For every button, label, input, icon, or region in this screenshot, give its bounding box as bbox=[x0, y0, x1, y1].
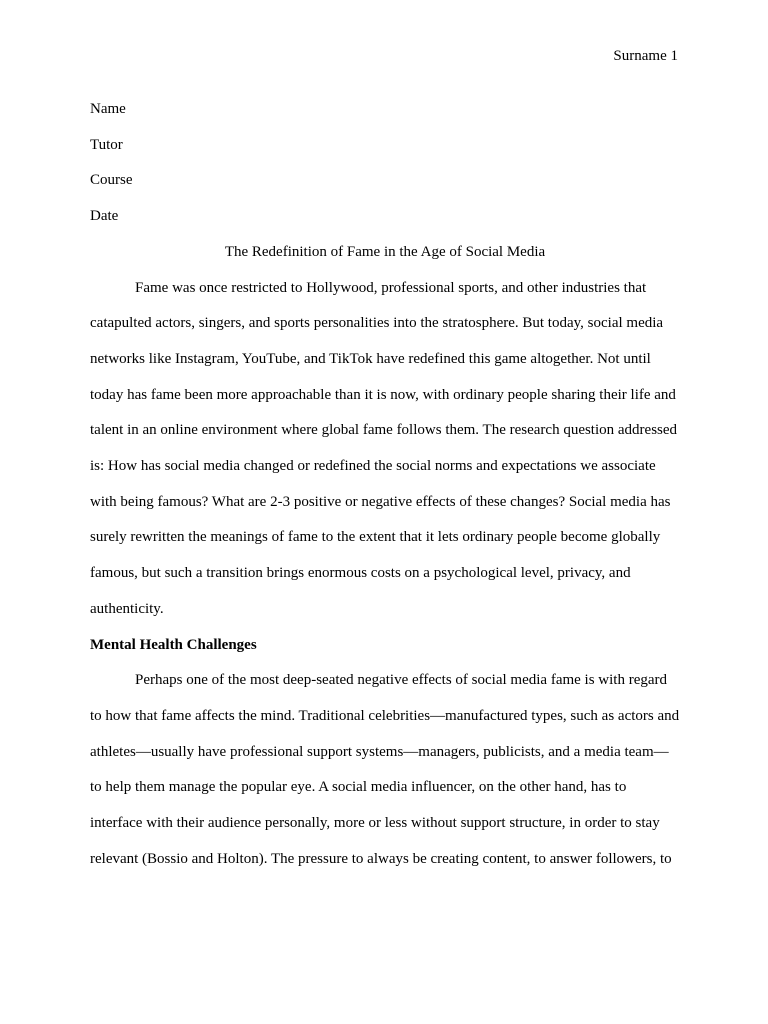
intro-paragraph: Fame was once restricted to Hollywood, professional sports, and other industries that catapulted actors, singers, and sports personalities into the stratosphere. But today, social media networks like Instagram, YouTube, and TikTok have redefined this game altogether. Not until today has fame been more approachable than it is now, with ordinary people sharing their life and talent in an online environment where global fame follows them. The research question addressed is: How has social media changed or redefined the social norms and expectations we associate with being famous? What are 2-3 positive or negative effects of these changes? Social media has surely rewritten the meanings of fame to the extent that it lets ordinary people become globally famous, but such a transition brings enormous costs on a psychological level, privacy, and authenticity. bbox=[90, 279, 678, 617]
section-paragraph: Perhaps one of the most deep-seated negative effects of social media fame is with regard to how that fame affects the mind. Traditional celebrities—manufactured types, such as actors and athletes—usually have professional support systems—managers, publicists, and a media team—to help them manage the popular eye. A social media influencer, on the other hand, has to interface with their audience personally, more or less without support structure, in order to stay relevant (Bossio and Holton). The pressure to always be creating content, to answer followers, to bbox=[90, 672, 680, 867]
section-heading: Mental Health Challenges bbox=[90, 636, 257, 653]
page-header-surname: Surname 1 bbox=[613, 48, 678, 64]
document-title: The Redefinition of Fame in the Age of Social Media bbox=[224, 243, 546, 260]
document-body bbox=[90, 92, 680, 877]
tutor-name: Tutor bbox=[90, 136, 123, 153]
submission-date: Date bbox=[90, 208, 119, 225]
student-name: Name bbox=[90, 101, 126, 117]
course-name: Course bbox=[90, 172, 133, 189]
